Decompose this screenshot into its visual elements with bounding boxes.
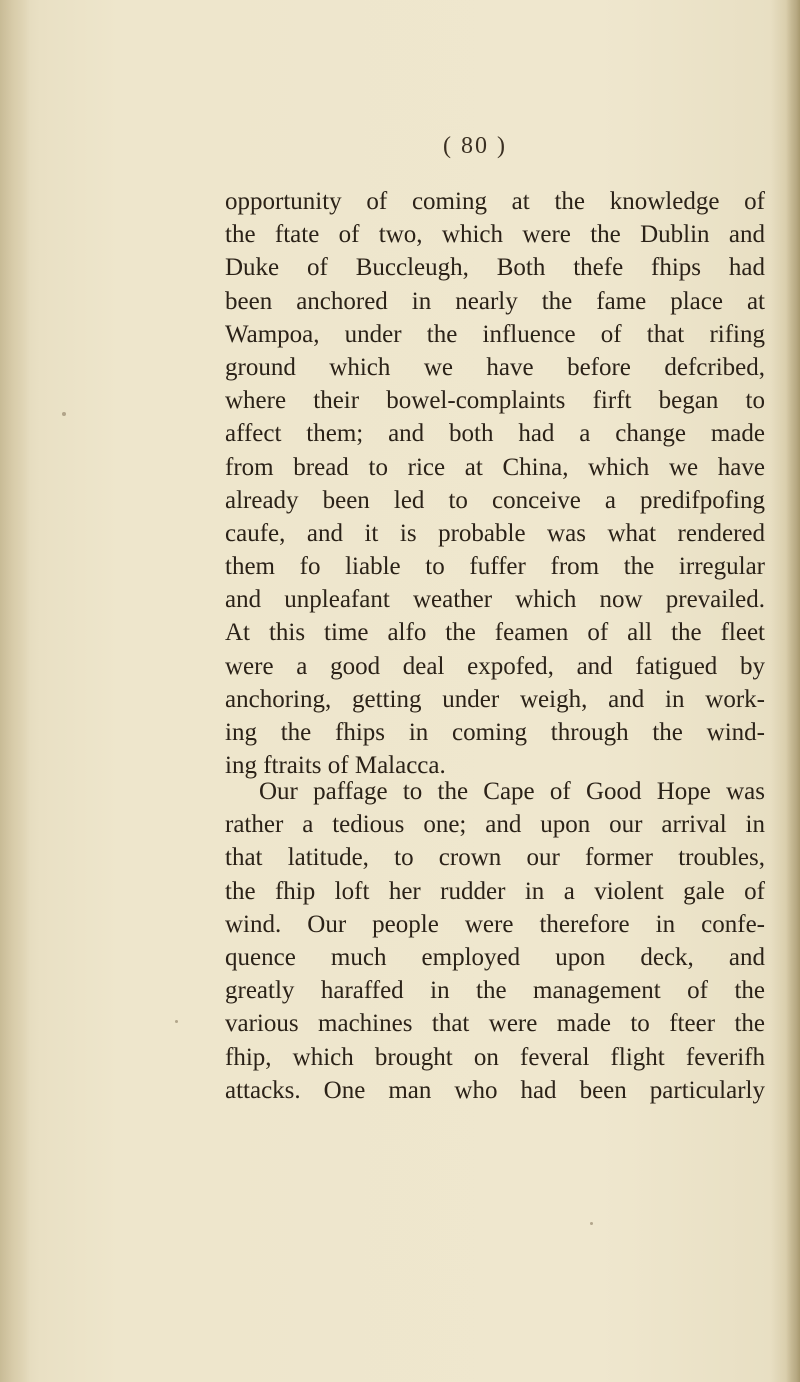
text-line: where their bowel-complaints firft began to (225, 387, 765, 415)
text-line: attacks. One man who had been particularly (225, 1076, 765, 1104)
text-line: Duke of Buccleugh, Both thefe fhips had (225, 254, 765, 282)
text-line: ground which we have before defcribed, (225, 353, 765, 381)
text-line: opportunity of coming at the knowledge of (225, 188, 765, 215)
text-line: ing the fhips in coming through the wind- (225, 719, 765, 746)
text-line: various machines that were made to fteer the (225, 1010, 765, 1038)
text-line: been anchored in nearly the fame place at (225, 287, 765, 315)
text-line: anchoring, getting under weigh, and in work- (225, 685, 765, 713)
page-gutter-shadow (0, 0, 30, 1382)
text-line: from bread to rice at China, which we have (225, 453, 765, 481)
paper-speck (62, 412, 66, 416)
paper-speck (175, 1020, 178, 1023)
text-line: Wampoa, under the influence of that rifing (225, 320, 765, 348)
page-number: ( 80 ) (443, 133, 507, 159)
text-line: rather a tedious one; and upon our arrival in (225, 811, 765, 839)
text-line: quence much employed upon deck, and (225, 943, 765, 971)
text-line: already been led to conceive a predifpofing (225, 486, 765, 514)
paragraph-1 (225, 185, 765, 782)
text-line: Our paffage to the Cape of Good Hope was (259, 778, 765, 805)
text-line: that latitude, to crown our former troubles, (225, 844, 765, 872)
text-line: and unpleafant weather which now prevailed. (225, 586, 765, 614)
text-line: were a good deal expofed, and fatigued by (225, 652, 765, 680)
paragraph-2 (225, 775, 765, 1107)
text-line: ing ftraits of Malacca. (225, 752, 446, 780)
text-line: caufe, and it is probable was what rendered (225, 519, 765, 547)
text-line: wind. Our people were therefore in confe- (225, 910, 765, 938)
text-line: the fhip loft her rudder in a violent gale of (225, 877, 765, 905)
page-edge-shadow (786, 0, 800, 1382)
text-line: affect them; and both had a change made (225, 420, 765, 448)
text-line: them fo liable to fuffer from the irregular (225, 553, 765, 581)
text-line: At this time alfo the feamen of all the fleet (225, 619, 765, 647)
paper-speck (590, 1222, 593, 1225)
text-line: fhip, which brought on feveral flight feverifh (225, 1043, 765, 1071)
text-line: the ftate of two, which were the Dublin and (225, 221, 765, 249)
text-line: greatly haraffed in the management of the (225, 977, 765, 1005)
